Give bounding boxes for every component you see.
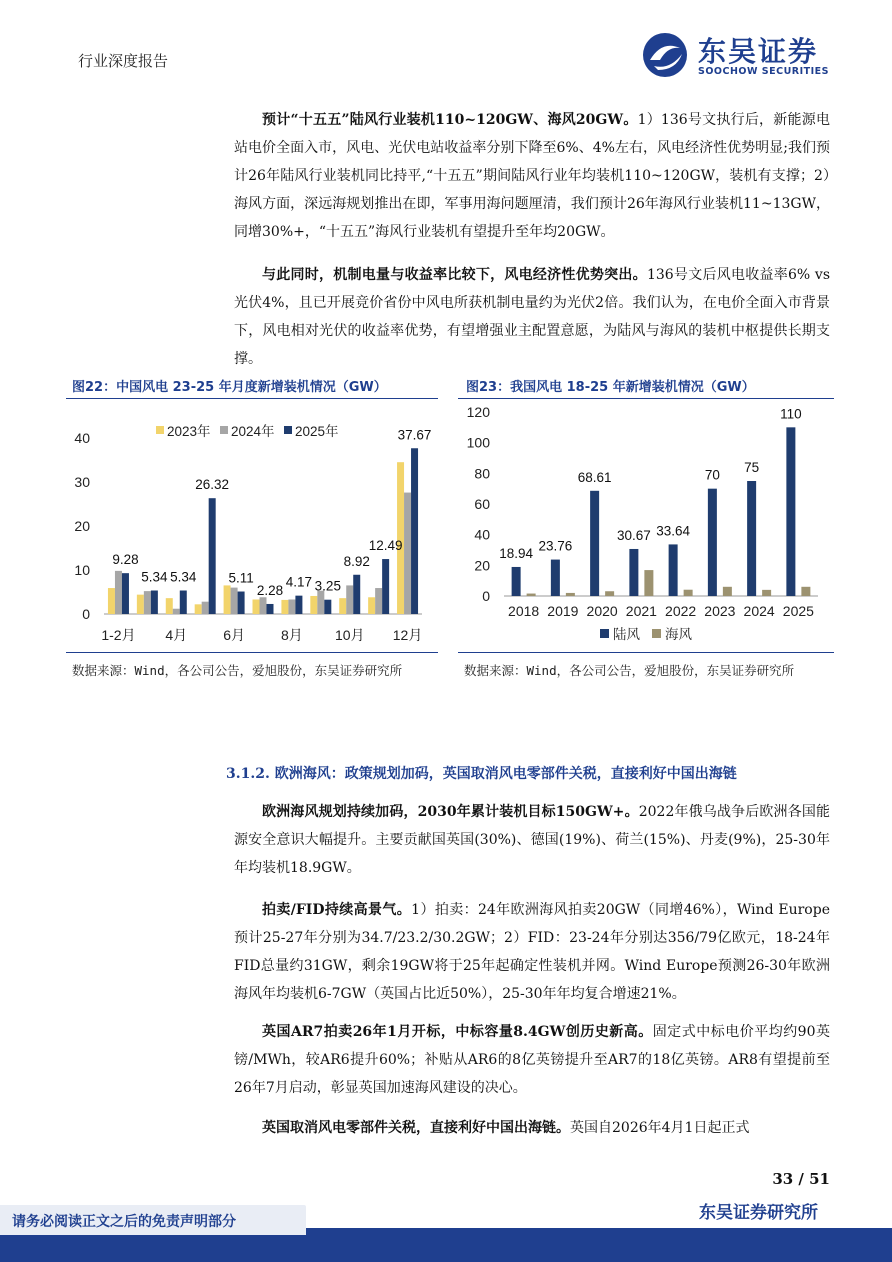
- bar-2024年-12月: [404, 493, 411, 614]
- bar-海风-2024: [762, 590, 771, 596]
- legend-swatch-陆风: [600, 629, 609, 638]
- bar-陆风-2025: [786, 427, 795, 596]
- data-label: 26.32: [195, 477, 230, 493]
- y-tick-label: 20: [74, 518, 90, 534]
- data-label: 33.64: [656, 523, 691, 539]
- bar-2024年-9月: [317, 591, 324, 614]
- x-tick-label: 2018: [508, 603, 540, 619]
- bar-2024年-7月: [260, 597, 267, 614]
- figure-22-bottom-rule: [66, 652, 438, 653]
- x-tick-label: 10月: [334, 627, 365, 643]
- bar-2025年-5月: [209, 498, 216, 614]
- bar-陆风-2024: [747, 481, 756, 596]
- bar-2025年-11月: [382, 559, 389, 614]
- bar-2023年-4月: [166, 598, 173, 614]
- legend-swatch-海风: [652, 629, 661, 638]
- paragraph-body: 英国自2026年4月1日起正式: [570, 1120, 750, 1136]
- bar-2023年-10月: [339, 598, 346, 614]
- x-tick-label: 1-2月: [101, 627, 136, 643]
- bar-2023年-8月: [281, 600, 288, 614]
- bar-2025年-4月: [180, 591, 187, 614]
- company-logo: [640, 30, 840, 80]
- data-label: 5.11: [228, 570, 254, 586]
- legend-label-海风: 海风: [665, 627, 692, 642]
- bar-2023年-6月: [224, 585, 231, 614]
- section-heading: 3.1.2. 欧洲海风：政策规划加码，英国取消风电零部件关税，直接利好中国出海链: [226, 766, 737, 782]
- bar-2024年-10月: [346, 585, 353, 614]
- logo-mark-icon: [640, 30, 694, 80]
- disclaimer-text: 请务必阅读正文之后的免责声明部分: [12, 1214, 236, 1230]
- bar-2025年-1-2月: [122, 573, 129, 614]
- x-tick-label: 2020: [586, 603, 618, 619]
- bar-陆风-2019: [551, 560, 560, 596]
- paragraph-lead: 与此同时，机制电量与收益率比较下，风电经济性优势突出。: [262, 267, 647, 283]
- y-tick-label: 20: [474, 557, 490, 574]
- data-label: 12.49: [368, 538, 403, 554]
- bar-陆风-2020: [590, 491, 599, 596]
- x-tick-label: 8月: [281, 627, 303, 643]
- bar-2025年-8月: [295, 596, 302, 614]
- bar-2024年-1-2月: [115, 571, 122, 614]
- data-label: 110: [780, 406, 802, 422]
- data-label: 70: [704, 467, 720, 483]
- data-label: 30.67: [616, 527, 651, 543]
- legend-swatch-2023年: [156, 426, 164, 434]
- x-tick-label: 2019: [547, 603, 579, 619]
- bar-2023年-9月: [310, 596, 317, 614]
- bar-2024年-4月: [173, 609, 180, 614]
- data-label: 37.67: [397, 427, 432, 443]
- x-tick-label: 2021: [625, 603, 657, 619]
- paragraph-body: 1）136号文执行后，新能源电站电价全面入市，风电、光伏电站收益率分别下降至6%、4%左右，风电经济性优势明显;我们预计26年陆风行业装机同比持平,“十五五”期间陆风行业年均装机110~120GW，装机有支撑；2）海风方面，深远海规划推出在即，军事用海问题厘清，我们预计26年海风行业装机11~13GW，同增30%+，“十五五”海风行业装机有望提升至年均20GW。: [234, 112, 830, 240]
- x-tick-label: 2025: [782, 603, 814, 619]
- paragraph-6: [234, 1114, 830, 1142]
- y-tick-label: 0: [82, 606, 90, 622]
- x-tick-label: 4月: [165, 627, 188, 643]
- bar-2025年-7月: [267, 604, 274, 614]
- paragraph-lead: 预计“十五五”陆风行业装机110~120GW、海风20GW。: [262, 112, 638, 128]
- figure-22-chart: [60, 400, 444, 650]
- data-label: 5.34: [170, 569, 197, 585]
- paragraph-3: [234, 798, 830, 882]
- y-tick-label: 80: [474, 465, 490, 482]
- bar-海风-2018: [527, 594, 536, 596]
- legend-label-2023年: 2023年: [167, 424, 211, 439]
- bar-2023年-1-2月: [108, 588, 115, 614]
- data-label: 23.76: [538, 538, 573, 554]
- data-label: 2.28: [256, 582, 284, 598]
- y-tick-label: 0: [482, 588, 490, 604]
- paragraph-body: 2022年俄乌战争后欧洲各国能源安全意识大幅提升。主要贡献国英国(30%)、德国(19%)、荷兰(15%)、丹麦(9%)，25-30年年均装机18.9GW。: [234, 804, 830, 876]
- bar-陆风-2022: [669, 544, 678, 596]
- x-tick-label: 2023: [704, 603, 736, 619]
- figure-23-rule: [458, 398, 834, 399]
- bar-2025年-12月: [411, 448, 418, 614]
- logo-english-text: SOOCHOW SECURITIES: [698, 66, 829, 77]
- paragraph-2: [234, 261, 830, 373]
- y-tick-label: 30: [74, 474, 90, 490]
- paragraph-lead: 拍卖/FID持续高景气。: [262, 902, 412, 918]
- bar-2025年-9月: [324, 600, 331, 614]
- data-label: 75: [744, 460, 760, 475]
- legend-label-2024年: 2024年: [231, 424, 275, 439]
- bar-2024年-6月: [231, 588, 238, 614]
- paragraph-5: [234, 1018, 830, 1102]
- bar-2023年-5月: [195, 604, 202, 614]
- paragraph-4: [234, 896, 830, 1008]
- bar-陆风-2018: [512, 567, 521, 596]
- bar-2023年-3月: [137, 595, 144, 614]
- bar-海风-2025: [801, 587, 810, 596]
- paragraph-body: 1）拍卖：24年欧洲海风拍卖20GW（同增46%），Wind Europe预计25-27年分别为34.7/23.2/30.2GW；2）FID：23-24年分别达356/79亿欧元，18-24年FID总量约31GW，剩余19GW将于25年起确定性装机并网。Wind Europe预测26-30年欧洲海风年均装机6-7GW（英国占比近50%），25-30年年均复合增速21%。: [234, 902, 830, 1002]
- paragraph-lead: 英国AR7拍卖26年1月开标，中标容量8.4GW创历史新高。: [262, 1024, 653, 1040]
- data-label: 3.25: [314, 578, 341, 594]
- legend-label-陆风: 陆风: [613, 627, 640, 642]
- page-number: 33 / 51: [772, 1170, 830, 1188]
- bar-海风-2023: [723, 587, 732, 596]
- data-label: 4.17: [285, 574, 313, 590]
- paragraph-lead: 欧洲海风规划持续加码，2030年累计装机目标150GW+。: [262, 804, 639, 820]
- bar-海风-2020: [605, 591, 614, 596]
- y-tick-label: 10: [74, 562, 90, 578]
- legend-swatch-2025年: [284, 426, 292, 434]
- paragraph-body: 固定式中标电价平均约90英镑/MWh，较AR6提升60%；补贴从AR6的8亿英镑提升至AR7的18亿英镑。AR8有望提前至26年7月启动，彰显英国加速海风建设的决心。: [234, 1024, 830, 1096]
- bar-2024年-8月: [288, 599, 295, 614]
- bar-2024年-5月: [202, 602, 209, 614]
- data-label: 68.61: [577, 469, 612, 485]
- bar-2023年-7月: [253, 599, 260, 614]
- data-label: 18.94: [499, 545, 534, 561]
- bar-海风-2019: [566, 593, 575, 596]
- data-label: 8.92: [343, 553, 370, 569]
- y-tick-label: 120: [466, 404, 490, 420]
- bar-陆风-2021: [629, 549, 638, 596]
- figure-23-title: 图23：我国风电 18-25 年新增装机情况（GW）: [466, 380, 755, 395]
- figure-22-title: 图22：中国风电 23-25 年月度新增装机情况（GW）: [72, 380, 387, 395]
- figure-23-bottom-rule: [458, 652, 834, 653]
- bar-2025年-3月: [151, 591, 158, 614]
- figure-22-source: 数据来源：Wind，各公司公告，爱旭股份，东吴证券研究所: [72, 663, 403, 678]
- figure-23-chart: [452, 400, 838, 650]
- report-type-label: 行业深度报告: [78, 52, 169, 70]
- bar-2025年-6月: [238, 592, 245, 614]
- bar-2025年-10月: [353, 575, 360, 614]
- y-tick-label: 40: [74, 430, 90, 446]
- paragraph-body: 136号文后风电收益率6% vs 光伏4%，且已开展竞价省份中风电所获机制电量约为光伏2倍。我们认为，在电价全面入市背景下，风电相对光伏的收益率优势，有望增强业主配置意愿，为陆风与海风的装机中枢提供长期支撑。: [234, 267, 831, 367]
- paragraph-lead: 英国取消风电零部件关税，直接利好中国出海链。: [262, 1120, 570, 1136]
- x-tick-label: 2024: [743, 603, 775, 619]
- footer-company-name: 东吴证券研究所: [699, 1203, 818, 1223]
- bar-2024年-11月: [375, 588, 382, 614]
- data-label: 5.34: [141, 569, 168, 585]
- x-tick-label: 6月: [223, 627, 245, 643]
- y-tick-label: 40: [474, 526, 490, 543]
- bar-海风-2022: [684, 590, 693, 596]
- bar-2023年-11月: [368, 597, 375, 614]
- bar-2024年-3月: [144, 591, 151, 614]
- legend-label-2025年: 2025年: [295, 424, 339, 439]
- logo-chinese-text: 东吴证券: [698, 35, 819, 68]
- figure-23-source: 数据来源：Wind，各公司公告，爱旭股份，东吴证券研究所: [464, 663, 795, 678]
- y-tick-label: 100: [466, 434, 490, 451]
- figure-22-rule: [66, 398, 438, 399]
- disclaimer-note: [0, 1205, 306, 1235]
- bar-陆风-2023: [708, 489, 717, 596]
- paragraph-1: [234, 106, 830, 246]
- legend-swatch-2024年: [220, 426, 228, 434]
- data-label: 9.28: [112, 552, 139, 568]
- bar-海风-2021: [644, 570, 653, 596]
- x-tick-label: 12月: [392, 627, 423, 643]
- x-tick-label: 2022: [665, 603, 697, 619]
- y-tick-label: 60: [474, 496, 490, 512]
